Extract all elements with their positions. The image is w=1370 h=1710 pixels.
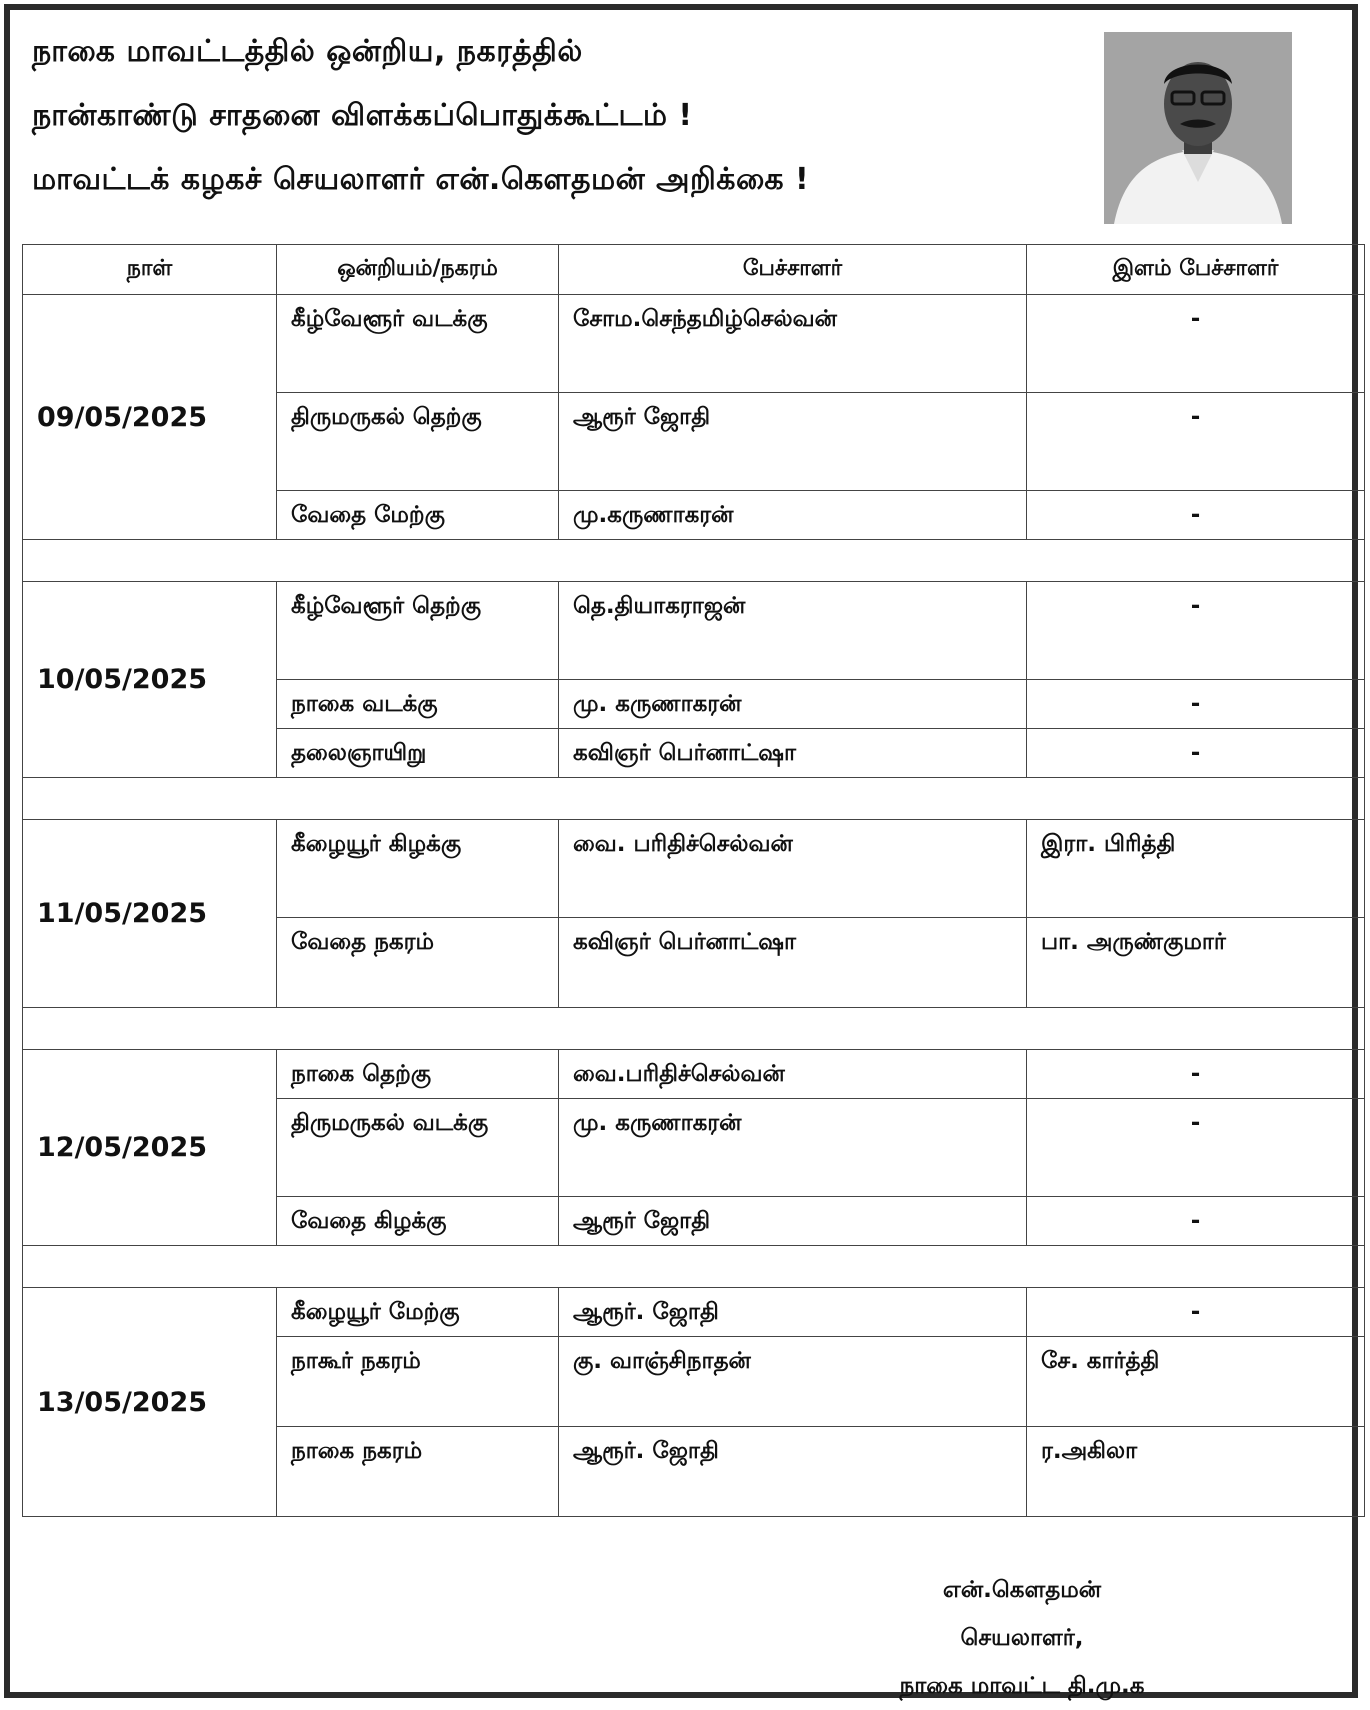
date-cell: 09/05/2025 — [23, 295, 277, 540]
union-town-cell: கீழையூர் கிழக்கு — [277, 820, 559, 918]
union-town-cell: வேதை மேற்கு — [277, 491, 559, 540]
date-cell: 11/05/2025 — [23, 820, 277, 1008]
union-town-cell: வேதை கிழக்கு — [277, 1197, 559, 1246]
spacer-row — [23, 540, 1365, 582]
signature-block — [872, 1566, 1172, 1710]
header-junior-speaker: இளம் பேச்சாளர் — [1027, 245, 1365, 295]
notice-frame — [4, 4, 1358, 1698]
speaker-cell: ஆரூர் ஜோதி — [559, 1197, 1027, 1246]
header-speaker: பேச்சாளர் — [559, 245, 1027, 295]
spacer-row — [23, 1008, 1365, 1050]
junior-speaker-cell: - — [1027, 729, 1365, 778]
signature-title: செயலாளர், — [960, 1625, 1084, 1651]
portrait-illustration — [1104, 32, 1292, 224]
table-row — [23, 582, 1365, 680]
spacer-cell — [23, 778, 1365, 820]
table-row — [23, 820, 1365, 918]
union-town-cell: நாகை நகரம் — [277, 1427, 559, 1517]
speaker-cell: வை. பரிதிச்செல்வன் — [559, 820, 1027, 918]
speaker-cell: ஆரூர். ஜோதி — [559, 1288, 1027, 1337]
speaker-cell: கவிஞர் பெர்னாட்ஷா — [559, 729, 1027, 778]
spacer-cell — [23, 1008, 1365, 1050]
schedule-table — [22, 244, 1365, 1517]
signature-name: என்.கௌதமன் — [942, 1577, 1102, 1603]
junior-speaker-cell: பா. அருண்குமார் — [1027, 918, 1365, 1008]
speaker-cell: மு. கருணாகரன் — [559, 680, 1027, 729]
union-town-cell: நாகூர் நகரம் — [277, 1337, 559, 1427]
speaker-cell: மு.கருணாகரன் — [559, 491, 1027, 540]
headline-line-2: நான்காண்டு சாதனை விளக்கப்பொதுக்கூட்டம் ! — [32, 98, 693, 133]
junior-speaker-cell: - — [1027, 680, 1365, 729]
junior-speaker-cell: ர.அகிலா — [1027, 1427, 1365, 1517]
speaker-cell: கவிஞர் பெர்னாட்ஷா — [559, 918, 1027, 1008]
union-town-cell: கீழ்வேளூர் வடக்கு — [277, 295, 559, 393]
speaker-cell: வை.பரிதிச்செல்வன் — [559, 1050, 1027, 1099]
junior-speaker-cell: - — [1027, 393, 1365, 491]
date-cell: 13/05/2025 — [23, 1288, 277, 1517]
union-town-cell: கீழ்வேளூர் தெற்கு — [277, 582, 559, 680]
header-union-town: ஒன்றியம்/நகரம் — [277, 245, 559, 295]
union-town-cell: நாகை தெற்கு — [277, 1050, 559, 1099]
spacer-row — [23, 1246, 1365, 1288]
secretary-portrait — [1104, 32, 1292, 224]
schedule-body — [23, 295, 1365, 1517]
union-town-cell: கீழையூர் மேற்கு — [277, 1288, 559, 1337]
junior-speaker-cell: - — [1027, 491, 1365, 540]
table-header-row — [23, 245, 1365, 295]
signature-org: நாகை மாவட்ட தி.மு.க — [899, 1673, 1145, 1699]
speaker-cell: ஆரூர் ஜோதி — [559, 393, 1027, 491]
header-date: நாள் — [23, 245, 277, 295]
headline-line-1: நாகை மாவட்டத்தில் ஒன்றிய, நகரத்தில் — [32, 34, 583, 69]
notice-header — [10, 10, 1352, 244]
union-town-cell: வேதை நகரம் — [277, 918, 559, 1008]
junior-speaker-cell: இரா. பிரித்தி — [1027, 820, 1365, 918]
headline-line-3: மாவட்டக் கழகச் செயலாளர் என்.கௌதமன் அறிக்கை ! — [32, 162, 810, 197]
union-town-cell: திருமருகல் தெற்கு — [277, 393, 559, 491]
spacer-cell — [23, 1246, 1365, 1288]
junior-speaker-cell: - — [1027, 1050, 1365, 1099]
spacer-row — [23, 778, 1365, 820]
union-town-cell: நாகை வடக்கு — [277, 680, 559, 729]
speaker-cell: ஆரூர். ஜோதி — [559, 1427, 1027, 1517]
date-cell: 12/05/2025 — [23, 1050, 277, 1246]
junior-speaker-cell: - — [1027, 1288, 1365, 1337]
junior-speaker-cell: - — [1027, 582, 1365, 680]
union-town-cell: தலைஞாயிறு — [277, 729, 559, 778]
speaker-cell: கு. வாஞ்சிநாதன் — [559, 1337, 1027, 1427]
junior-speaker-cell: - — [1027, 1099, 1365, 1197]
union-town-cell: திருமருகல் வடக்கு — [277, 1099, 559, 1197]
table-row — [23, 1050, 1365, 1099]
speaker-cell: மு. கருணாகரன் — [559, 1099, 1027, 1197]
junior-speaker-cell: - — [1027, 295, 1365, 393]
table-row — [23, 295, 1365, 393]
table-row — [23, 1288, 1365, 1337]
speaker-cell: சோம.செந்தமிழ்செல்வன் — [559, 295, 1027, 393]
junior-speaker-cell: சே. கார்த்தி — [1027, 1337, 1365, 1427]
junior-speaker-cell: - — [1027, 1197, 1365, 1246]
date-cell: 10/05/2025 — [23, 582, 277, 778]
spacer-cell — [23, 540, 1365, 582]
speaker-cell: தெ.தியாகராஜன் — [559, 582, 1027, 680]
